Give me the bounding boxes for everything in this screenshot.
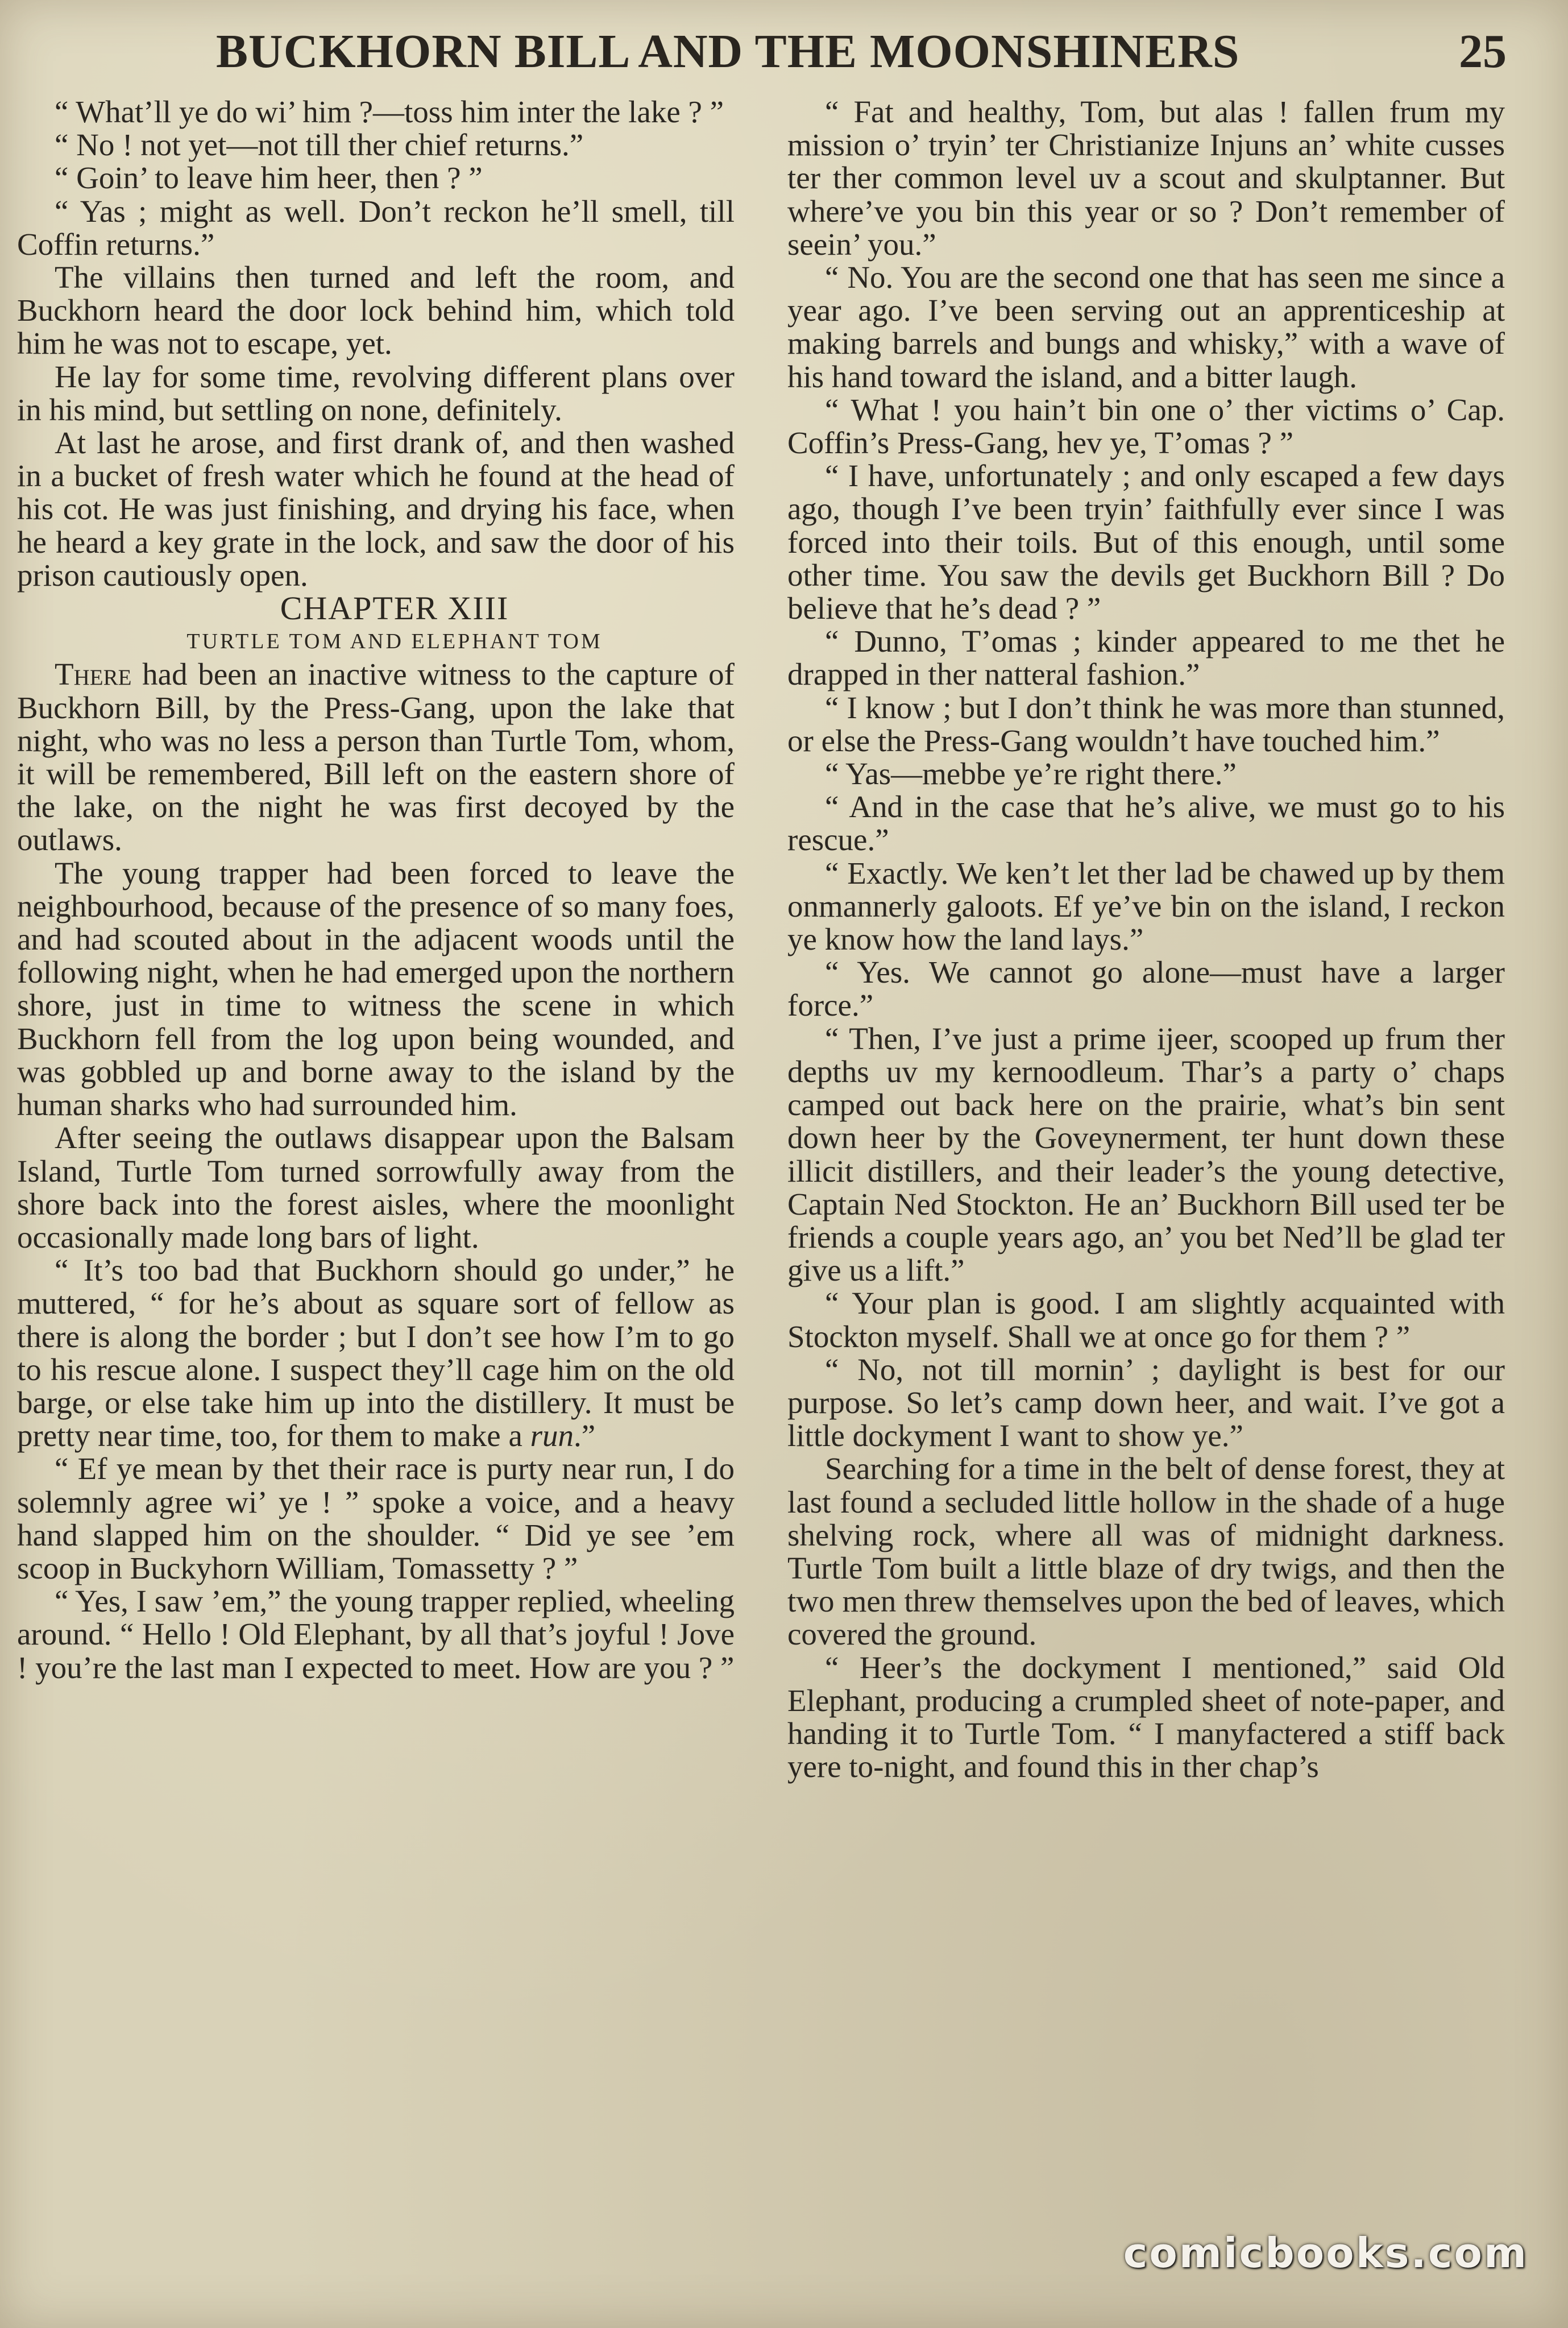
chapter-title: CHAPTER XIII [280,590,509,627]
paragraph: “ Dunno, T’omas ; kinder appeared to me thet he drapped in ther natteral fashion.” [787,624,1505,692]
paragraph: “ Heer’s the dockyment I mentioned,” said Old Elephant, producing a crumpled sheet of note-paper, and handing it to Turtle Tom. “ I manyfactered a stiff back yere to-night, and found this in ther chap’s [787,1650,1505,1784]
paragraph: “ Yas—mebbe ye’re right there.” [825,756,1237,792]
paragraph: “ Ef ye mean by thet their race is purty near run, I do solemnly agree wi’ ye ! ” spoke a voice, and a heavy hand slapped him on the shoulder. “ Did ye see ’em scoop in Buckyhorn William, Tomassetty ? ” [17,1451,735,1585]
right-column [787,96,1505,1783]
left-column [17,96,735,1684]
paragraph: “ I know ; but I don’t think he was more than stunned, or else the Press-Gang wouldn’t have touched him.” [787,690,1505,758]
paragraph: The villains then turned and left the room, and Buckhorn heard the door lock behind him, which told him he was not to escape, yet. [17,260,735,361]
paragraph: He lay for some time, revolving different plans over in his mind, but settling on none, definitely. [17,359,735,427]
paragraph: “ Yes. We cannot go alone—must have a larger force.” [787,955,1505,1023]
paragraph: “ Fat and healthy, Tom, but alas ! fallen frum my mission o’ tryin’ ter Christianize Injuns an’ white cusses ter ther common level uv a scout and skulptanner. But where’ve you bin this year or so ? Don’t remember of seein’ you.” [787,94,1505,262]
paragraph: “ And in the case that he’s alive, we must go to his rescue.” [787,789,1505,858]
paragraph: “ What ! you hain’t bin one o’ ther victims o’ Cap. Coffin’s Press-Gang, hev ye, T’omas ? ” [787,392,1505,461]
paragraph: “ I have, unfortunately ; and only escaped a few days ago, though I’ve been tryin’ faithfully ever since I was forced into their toils. But of this enough, until some other time. You saw the devils get Buckhorn Bill ? Do believe that he’s dead ? ” [787,458,1505,626]
paragraph: “ Yes, I saw ’em,” the young trapper replied, wheeling around. “ Hello ! Old Elephant, by all that’s joyful ! Jove ! you’re the last man I expected to meet. How are you ? ” [17,1584,735,1685]
paragraph: After seeing the outlaws disappear upon the Balsam Island, Turtle Tom turned sorrowfully away from the shore back into the forest aisles, where the moonlight occasionally made long bars of light. [17,1120,735,1254]
page-header [0,17,1568,91]
paragraph: Searching for a time in the belt of dense forest, they at last found a secluded little hollow in the shade of a huge shelving rock, where all was of midnight darkness. Turtle Tom built a little blaze of dry twigs, and then the two men threw themselves upon the bed of leaves, which covered the ground. [787,1451,1505,1652]
paragraph-text: had been an inactive witness to the capture of Buckhorn Bill, by the Press-Gang, upon the lake that night, who was no less a person than Turtle Tom, whom, it will be remembered, Bill left on the eastern shore of the lake, on the night he was first decoyed by the outlaws. [17,657,735,858]
paragraph: “ Then, I’ve just a prime ijeer, scooped up frum ther depths uv my kernoodleum. Thar’s a party o’ chaps camped out back here on the prairie, what’s bin sent down heer by the Goveynerment, ter hunt down these illicit distillers, and their leader’s the young detective, Captain Ned Stockton. He an’ Buckhorn Bill used ter be friends a couple years ago, an’ you bet Ned’ll be glad ter give us a lift.” [787,1021,1505,1288]
paragraph: “ No, not till mornin’ ; daylight is best for our purpose. So let’s camp down heer, and wait. I’ve got a little dockyment I want to show ye.” [787,1352,1505,1453]
paragraph: “ Exactly. We ken’t let ther lad be chawed up by them onmannerly galoots. Ef ye’ve bin on the island, I reckon ye know how the land lays.” [787,855,1505,957]
italic-word: run [530,1418,574,1453]
running-title: BUCKHORN BILL AND THE MOONSHINERS [216,25,1240,78]
paragraph-text-tail: .” [574,1418,596,1453]
paragraph: “ Your plan is good. I am slightly acquainted with Stockton myself. Shall we at once go for them ? ” [787,1286,1505,1354]
chapter-first-word: There [55,657,132,692]
site-watermark: comicbooks.com [1123,2229,1528,2277]
paragraph: At last he arose, and first drank of, and then washed in a bucket of fresh water which he found at the head of his cot. He was just finishing, and drying his face, when he heard a key grate in the lock, and saw the door of his prison cautiously open. [17,425,735,593]
paragraph: “ Goin’ to leave him heer, then ? ” [55,160,483,196]
paragraph: “ What’ll ye do wi’ him ?—toss him inter the lake ? ” [55,94,724,129]
paragraph-text: “ It’s too bad that Buckhorn should go under,” he muttered, “ for he’s about as square sort of fellow as there is along the border ; but I don’t see how I’m to go to his rescue alone. I suspect they’ll cage him on the old barge, or else take him up into the distillery. It must be pretty near time, too, for them to make a [17,1253,735,1453]
paragraph: “ No ! not yet—not till ther chief returns.” [55,127,584,163]
paragraph: The young trapper had been forced to leave the neighbourhood, because of the presence of so many foes, and had scouted about in the adjacent woods until the following night, when he had emerged upon the northern shore, just in time to witness the scene in which Buckhorn fell from the log upon being wounded, and was gobbled up and borne away to the island by the human sharks who had surrounded him. [17,855,735,1122]
paragraph [17,1254,735,1452]
page-number: 25 [1459,25,1507,78]
chapter-subtitle: TURTLE TOM AND ELEPHANT TOM [186,629,603,654]
chapter-opening-paragraph [17,658,735,856]
paragraph: “ Yas ; might as well. Don’t reckon he’ll smell, till Coffin returns.” [17,193,735,262]
paragraph: “ No. You are the second one that has seen me since a year ago. I’ve been serving out an apprenticeship at making barrels and bungs and whisky,” with a wave of his hand toward the island, and a bitter laugh. [787,260,1505,394]
